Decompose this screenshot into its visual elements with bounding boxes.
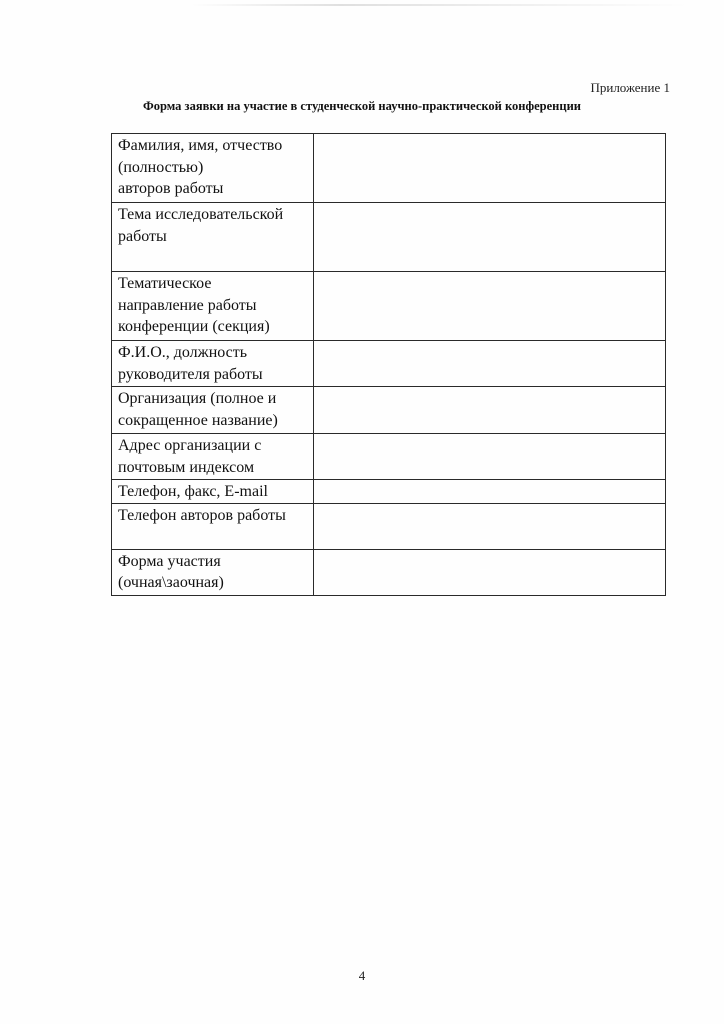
form-title: Форма заявки на участие в студенческой научно-практической конференции: [143, 99, 581, 113]
form-label-text: Фамилия, имя, отчество (полностью) авторов работы: [118, 137, 283, 197]
form-label-authors: [112, 134, 314, 203]
form-label-text: Тема исследовательской работы: [118, 206, 284, 245]
form-row-topic: [112, 203, 666, 272]
form-label-text: Организация (полное и сокращенное название): [118, 390, 278, 429]
form-row-contacts: [112, 480, 666, 504]
form-label-text: Телефон авторов работы: [118, 506, 286, 524]
form-field-participation[interactable]: [314, 549, 666, 595]
scan-artifact: [190, 4, 690, 6]
form-field-supervisor[interactable]: [314, 341, 666, 387]
form-field-authors[interactable]: [314, 134, 666, 203]
form-label-address: [112, 434, 314, 480]
page-number: 4: [358, 968, 366, 983]
appendix-label: Приложение 1: [590, 80, 670, 95]
form-row-organization: [112, 387, 666, 434]
form-label-organization: [112, 387, 314, 434]
form-label-section: [112, 272, 314, 341]
form-label-participation: [112, 549, 314, 595]
form-row-supervisor: [112, 341, 666, 387]
form-row-authors: [112, 134, 666, 203]
form-field-topic[interactable]: [314, 203, 666, 272]
form-field-contacts[interactable]: [314, 480, 666, 504]
form-row-participation: [112, 549, 666, 595]
form-label-text: Тематическое направление работы конференции (секция): [118, 275, 270, 335]
form-field-organization[interactable]: [314, 387, 666, 434]
form-label-text: Адрес организации с почтовым индексом: [118, 437, 262, 476]
form-row-section: [112, 272, 666, 341]
form-label-topic: [112, 203, 314, 272]
form-label-contacts: [112, 480, 314, 504]
form-label-text: Форма участия (очная\заочная): [118, 552, 224, 591]
form-label-author-phone: [112, 503, 314, 549]
form-label-text: Телефон, факс, E-mail: [118, 483, 268, 500]
form-field-author-phone[interactable]: [314, 503, 666, 549]
application-form-table: [111, 133, 666, 596]
form-row-address: [112, 434, 666, 480]
form-field-address[interactable]: [314, 434, 666, 480]
form-label-supervisor: [112, 341, 314, 387]
form-row-author-phone: [112, 503, 666, 549]
form-field-section[interactable]: [314, 272, 666, 341]
form-label-text: Ф.И.О., должность руководителя работы: [118, 344, 263, 383]
